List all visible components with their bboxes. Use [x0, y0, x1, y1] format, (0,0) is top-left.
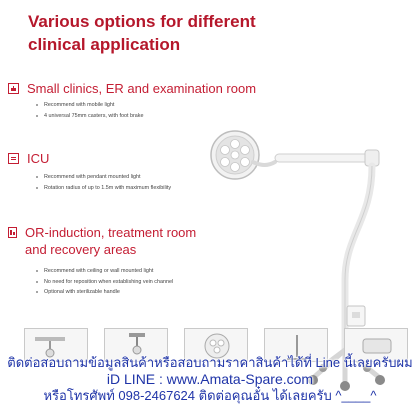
section-icu [8, 150, 49, 167]
section-title: ICU [27, 151, 50, 166]
section-title: OR-induction, treatment room and recovery areas [25, 225, 197, 257]
clinic-room-icon [8, 83, 19, 94]
section-bullets [36, 266, 173, 298]
bullet-item: No need for reposition when establishing vein channel [36, 277, 173, 288]
section-bullets [36, 172, 171, 193]
bullet-item: Recommend with mobile light [36, 100, 143, 111]
page-title: Various options for different clinical application [28, 12, 256, 54]
contact-overlay-line-id: iD LINE : www.Amata-Spare.com [106, 371, 314, 387]
bullet-item: Recommend with pendant mounted light [36, 172, 171, 183]
bullet-item: 4 universal 75mm casters, with foot brake [36, 111, 143, 122]
section-small-clinics [8, 80, 256, 97]
icu-bed-icon [8, 153, 19, 164]
section-title: Small clinics, ER and examination room [27, 81, 257, 96]
bullet-item: Optional with sterilizable handle [36, 287, 173, 298]
or-table-icon [8, 227, 17, 238]
section-or-induction [8, 224, 208, 258]
bullet-item: Rotation radius of up to 1.5m with maximum flexibility [36, 183, 171, 194]
contact-overlay-line1: ติดต่อสอบถามข้อมูลสินค้าหรือสอบถามราคาสินค้าได้ที่ Line นี้เลยครับผม [7, 355, 413, 370]
section-bullets [36, 100, 143, 121]
contact-overlay-line-phone: หรือโทรศัพท์ 098-2467624 ติดต่อคุณอั๋น ได้เลยครับ ^____^ [43, 388, 377, 403]
bullet-item: Recommend with ceiling or wall mounted light [36, 266, 173, 277]
